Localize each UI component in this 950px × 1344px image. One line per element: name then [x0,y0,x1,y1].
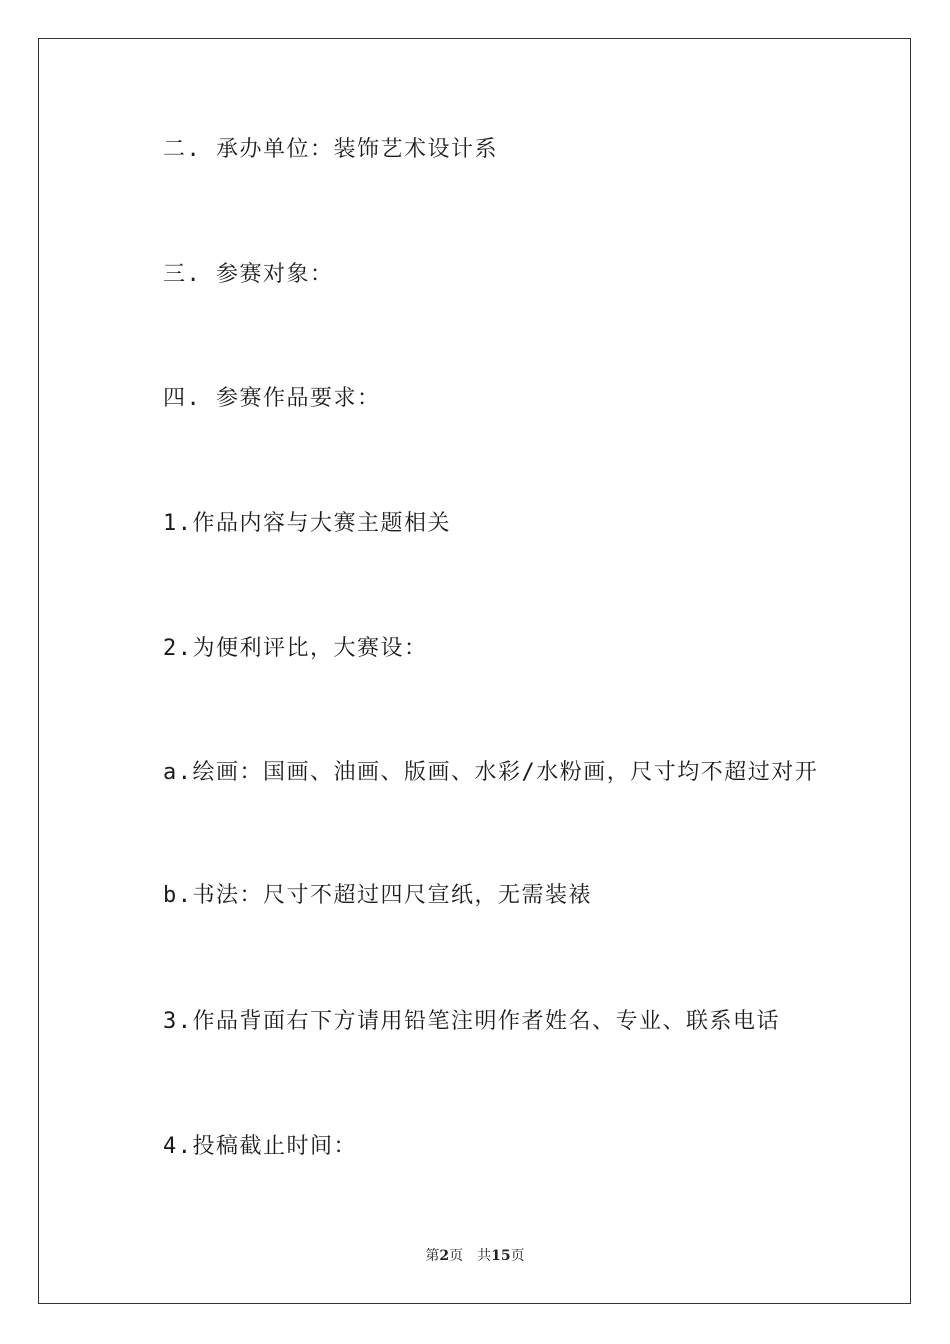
section-organizer: 二. 承办单位：装饰艺术设计系 [163,137,498,162]
page-border [38,38,911,1304]
requirement-item-2: 2.为便利评比，大赛设： [163,636,428,661]
page-footer [0,1247,950,1265]
requirement-item-1: 1.作品内容与大赛主题相关 [163,511,451,536]
total-prefix: 共 [477,1248,492,1264]
requirement-item-3: 3.作品背面右下方请用铅笔注明作者姓名、专业、联系电话 [163,1009,780,1034]
page-number: 2 [439,1248,450,1264]
section-participants: 三. 参赛对象： [163,262,334,287]
requirement-item-4: 4.投稿截止时间： [163,1134,357,1159]
requirement-item-2a: a.绘画：国画、油画、版画、水彩/水粉画，尺寸均不超过对开 [163,760,819,785]
section-requirements: 四. 参赛作品要求： [163,386,381,411]
page-suffix: 页 [449,1248,464,1264]
requirement-item-2b: b.书法：尺寸不超过四尺宣纸，无需装裱 [163,883,592,908]
total-suffix: 页 [510,1248,525,1264]
page-prefix: 第 [425,1248,440,1264]
total-pages: 15 [491,1248,511,1264]
